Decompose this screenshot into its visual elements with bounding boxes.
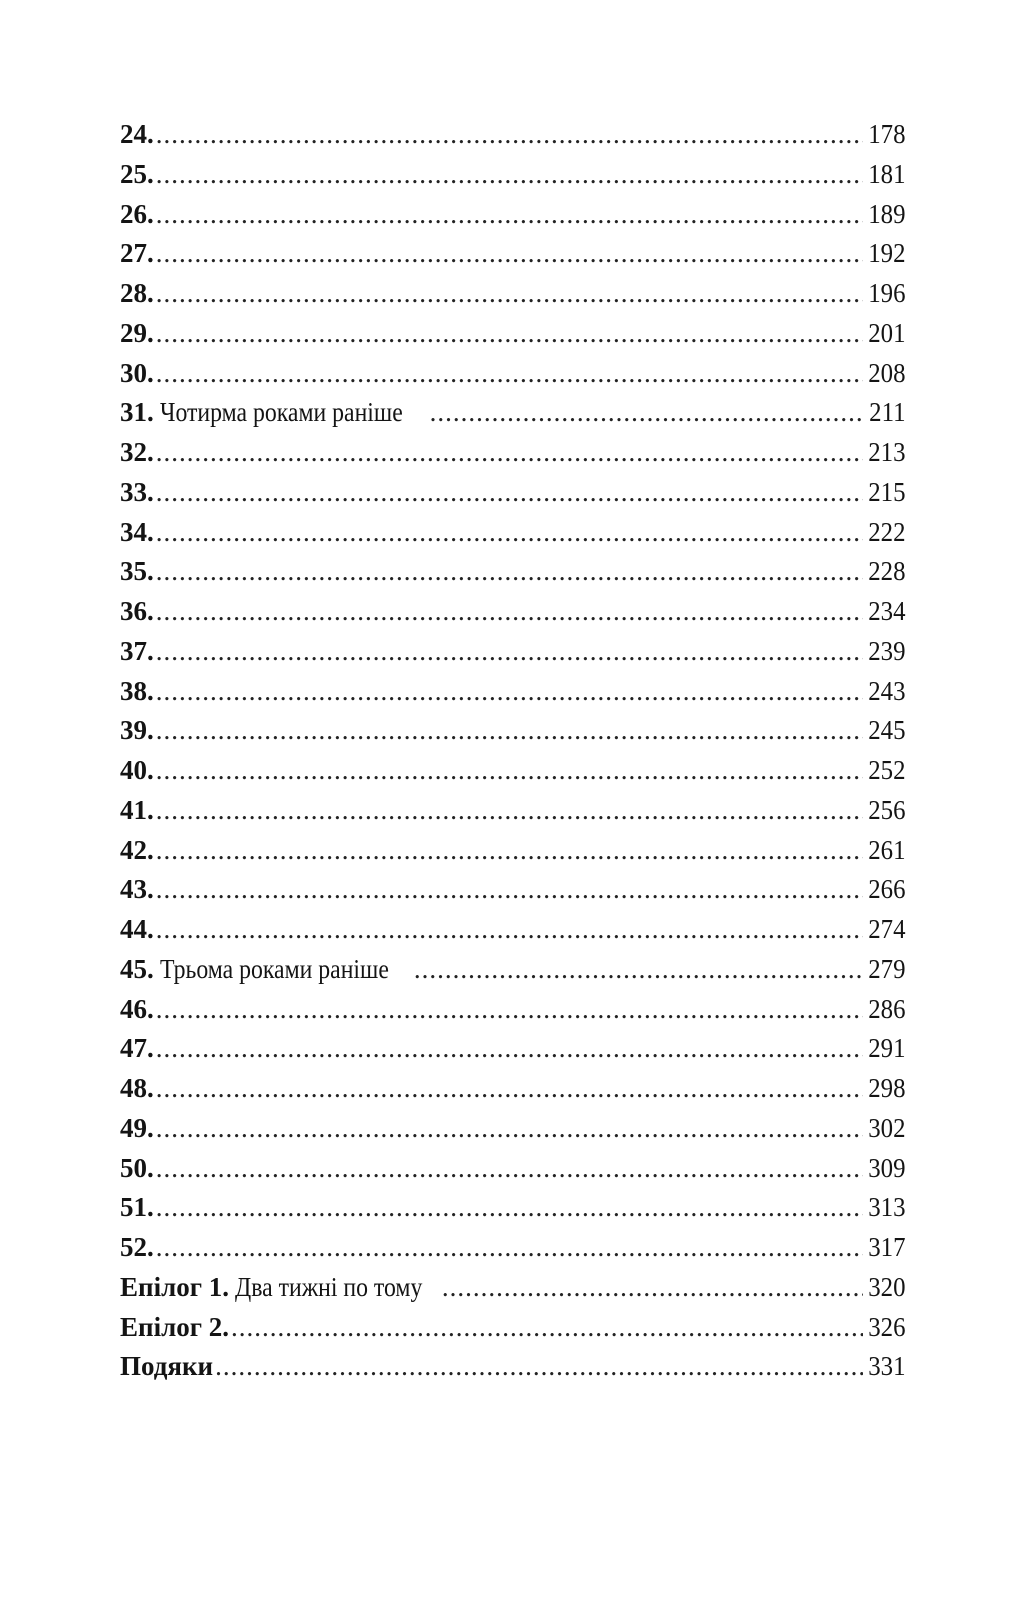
- toc-entry-page: 189: [867, 198, 905, 229]
- toc-entry-49[interactable]: [120, 1109, 905, 1149]
- toc-entry-27[interactable]: [120, 234, 905, 274]
- toc-entry-page: 320: [867, 1271, 905, 1302]
- toc-entry-number: 30.: [120, 357, 154, 388]
- toc-entry-number: Подяки: [120, 1351, 214, 1382]
- toc-entry-title: Два тижні по тому: [234, 1271, 423, 1302]
- toc-dot-leader: [156, 552, 863, 592]
- toc-entry-26[interactable]: [120, 195, 905, 235]
- toc-entry-page: 228: [867, 556, 905, 587]
- toc-entry-number: 27.: [120, 238, 154, 269]
- toc-entry-number: 37.: [120, 635, 154, 666]
- toc-entry-51[interactable]: [120, 1188, 905, 1228]
- toc-entry-number: 40.: [120, 755, 154, 785]
- toc-entry-page: 286: [867, 993, 905, 1024]
- toc-entry-page: 261: [867, 834, 905, 865]
- toc-entry-number: 50.: [120, 1152, 154, 1183]
- toc-dot-leader: [442, 1268, 863, 1308]
- toc-entry-page: 302: [867, 1112, 905, 1143]
- toc-entry-number: 35.: [120, 556, 154, 587]
- toc-dot-leader: [156, 751, 863, 791]
- toc-dot-leader: [156, 831, 863, 871]
- toc-entry-31[interactable]: [120, 393, 905, 433]
- toc-entry-page: 252: [867, 755, 905, 785]
- toc-entry-25[interactable]: [120, 155, 905, 195]
- toc-dot-leader: [156, 632, 863, 672]
- toc-entry-number: 48.: [120, 1073, 154, 1103]
- toc-entry-page: 213: [867, 437, 905, 467]
- toc-entry-page: 181: [867, 158, 905, 189]
- toc-dot-leader: [156, 1188, 863, 1228]
- toc-dot-leader: [156, 314, 863, 354]
- toc-entry-number: 45.: [120, 953, 154, 984]
- table-of-contents: [120, 115, 905, 1387]
- toc-entry-33[interactable]: [120, 473, 905, 513]
- toc-entry-30[interactable]: [120, 354, 905, 394]
- toc-entry-page: 279: [867, 953, 905, 984]
- toc-entry-number: 49.: [120, 1112, 154, 1143]
- toc-entry-page: 192: [867, 238, 905, 269]
- toc-entry-number: 39.: [120, 715, 154, 746]
- toc-entry-36[interactable]: [120, 592, 905, 632]
- toc-entry-page: 178: [867, 119, 905, 149]
- toc-entry-34[interactable]: [120, 513, 905, 553]
- toc-entry-35[interactable]: [120, 552, 905, 592]
- toc-entry-number: 33.: [120, 476, 154, 507]
- toc-entry-number: 28.: [120, 278, 154, 308]
- toc-entry-42[interactable]: [120, 831, 905, 871]
- toc-dot-leader: [156, 592, 863, 632]
- toc-dot-leader: [156, 513, 863, 553]
- toc-dot-leader: [215, 1347, 862, 1387]
- toc-entry-page: 291: [867, 1033, 905, 1064]
- toc-entry-title: Трьома роками раніше: [159, 953, 389, 984]
- toc-entry-epilogue-2[interactable]: [120, 1308, 905, 1348]
- toc-entry-43[interactable]: [120, 870, 905, 910]
- toc-entry-page: 211: [868, 397, 905, 428]
- toc-entry-number: 51.: [120, 1192, 154, 1223]
- toc-entry-52[interactable]: [120, 1228, 905, 1268]
- toc-dot-leader: [156, 791, 863, 831]
- toc-entry-44[interactable]: [120, 910, 905, 950]
- toc-entry-number: 38.: [120, 675, 154, 706]
- toc-entry-page: 201: [867, 317, 905, 348]
- toc-entry-page: 331: [867, 1351, 905, 1382]
- toc-dot-leader: [156, 1029, 863, 1069]
- toc-entry-number: 46.: [120, 993, 154, 1024]
- toc-entry-40[interactable]: [120, 751, 905, 791]
- toc-dot-leader: [156, 1109, 863, 1149]
- toc-dot-leader: [414, 950, 863, 990]
- toc-entry-page: 317: [867, 1232, 905, 1262]
- toc-entry-number: 44.: [120, 914, 154, 944]
- toc-entry-number: 25.: [120, 158, 154, 189]
- toc-entry-46[interactable]: [120, 990, 905, 1030]
- toc-entry-number: 41.: [120, 794, 154, 825]
- toc-entry-number: 43.: [120, 874, 154, 905]
- toc-dot-leader: [156, 990, 863, 1030]
- toc-dot-leader: [156, 672, 863, 712]
- toc-entry-50[interactable]: [120, 1149, 905, 1189]
- toc-entry-48[interactable]: [120, 1069, 905, 1109]
- toc-dot-leader: [156, 910, 863, 950]
- toc-entry-38[interactable]: [120, 672, 905, 712]
- toc-entry-page: 243: [867, 675, 905, 706]
- toc-entry-number: Епілог 2.: [120, 1311, 229, 1342]
- toc-entry-page: 309: [867, 1152, 905, 1183]
- toc-entry-page: 245: [867, 715, 905, 746]
- toc-dot-leader: [156, 870, 863, 910]
- toc-entry-page: 215: [867, 476, 905, 507]
- toc-entry-37[interactable]: [120, 632, 905, 672]
- toc-entry-29[interactable]: [120, 314, 905, 354]
- toc-entry-number: 26.: [120, 198, 154, 229]
- toc-dot-leader: [231, 1308, 863, 1348]
- toc-entry-32[interactable]: [120, 433, 905, 473]
- toc-entry-page: 298: [867, 1073, 905, 1103]
- toc-entry-epilogue-1[interactable]: [120, 1268, 905, 1308]
- toc-entry-number: 24.: [120, 119, 154, 149]
- toc-entry-page: 313: [867, 1192, 905, 1223]
- toc-entry-47[interactable]: [120, 1029, 905, 1069]
- toc-entry-page: 274: [867, 914, 905, 944]
- toc-dot-leader: [156, 433, 863, 473]
- toc-entry-number: 31.: [120, 397, 154, 428]
- toc-dot-leader: [156, 473, 863, 513]
- toc-dot-leader: [156, 195, 863, 235]
- toc-entry-number: 42.: [120, 834, 154, 865]
- toc-entry-number: 52.: [120, 1232, 154, 1262]
- toc-entry-number: 34.: [120, 516, 154, 547]
- toc-entry-page: 256: [867, 794, 905, 825]
- toc-dot-leader: [156, 354, 863, 394]
- toc-entry-page: 208: [867, 357, 905, 388]
- toc-dot-leader: [430, 393, 864, 433]
- toc-dot-leader: [156, 274, 863, 314]
- toc-dot-leader: [156, 1149, 863, 1189]
- toc-dot-leader: [156, 115, 863, 155]
- toc-dot-leader: [156, 1069, 863, 1109]
- toc-entry-45[interactable]: [120, 950, 905, 990]
- toc-entry-28[interactable]: [120, 274, 905, 314]
- toc-dot-leader: [156, 711, 863, 751]
- toc-entry-acknowledgements[interactable]: [120, 1347, 905, 1387]
- toc-entry-page: 239: [867, 635, 905, 666]
- toc-entry-page: 196: [867, 278, 905, 308]
- toc-entry-number: 47.: [120, 1033, 154, 1064]
- toc-dot-leader: [156, 1228, 863, 1268]
- toc-entry-number: Епілог 1.: [120, 1271, 229, 1302]
- toc-entry-page: 222: [867, 516, 905, 547]
- toc-entry-24[interactable]: [120, 115, 905, 155]
- toc-entry-title: Чотирма роками раніше: [159, 397, 403, 428]
- toc-entry-page: 266: [867, 874, 905, 905]
- toc-dot-leader: [156, 234, 863, 274]
- toc-entry-number: 32.: [120, 437, 154, 467]
- toc-entry-41[interactable]: [120, 791, 905, 831]
- toc-entry-page: 234: [867, 596, 905, 626]
- toc-entry-number: 29.: [120, 317, 154, 348]
- toc-entry-page: 326: [867, 1311, 905, 1342]
- toc-entry-39[interactable]: [120, 711, 905, 751]
- toc-dot-leader: [156, 155, 863, 195]
- toc-entry-number: 36.: [120, 596, 154, 626]
